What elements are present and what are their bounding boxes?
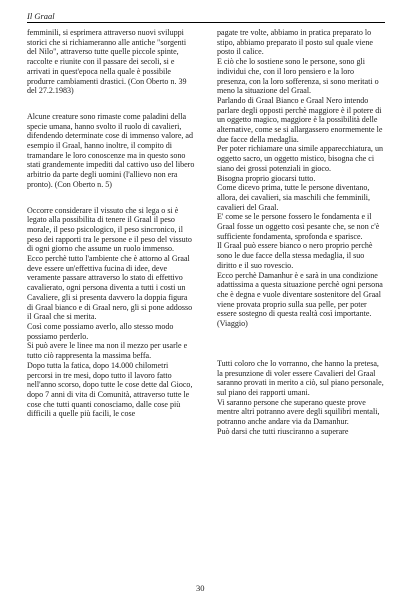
paragraph: Parlando di Graal Bianco e Graal Nero intendo parlare degli opposti perchè maggiore è il potere di un oggetto magico, maggiore è la possibilità delle alternative, come se si allargassero enormemente le due facce della medaglia. — [217, 95, 383, 144]
left-column — [27, 28, 195, 419]
paragraph: Vi saranno persone che superano queste prove mentre altri potranno avere degli squilibri mentali, potranno anche andare via da Damanhur. — [217, 397, 380, 427]
paragraph: pagate tre volte, abbiamo in pratica preparato lo stipo, abbiamo preparato il posto sul quale viene posto il calice. — [217, 28, 373, 57]
paragraph: Ecco perchè tutto l'ambiente che è attorno al Graal deve essere un'effettiva fucina di idee, deve veramente passare attraverso lo stato di effettivo cavalierato, ogni persona diventa a tutti i costi un Cavaliere, gli si presenta davvero la doppia figura di Graal bianco e di Graal nero, gli si pone addosso il Graal che si merita. — [27, 254, 193, 322]
paragraph: Per poter richiamare una simile apparecchiatura, un oggetto sacro, un oggetto mistico, bisogna che ci siano dei grossi potenziali in gioco. — [217, 144, 384, 173]
paragraph: Il Graal può essere bianco o nero proprio perchè sono le due facce della stessa medaglia, il suo diritto e il suo rovescio. — [217, 241, 373, 270]
paragraph: Così come possiamo averlo, allo stesso modo possiamo perderlo. — [27, 321, 174, 341]
paragraph: E' come se le persone fossero le fondamenta e il Graal fosse un oggetto così pesante che, se non c'è sufficiente fondamenta, sprofonda e sparisce. — [217, 212, 380, 241]
paragraph: Tutti coloro che lo vorranno, che hanno la pretesa, la presunzione di voler essere Cavalieri del Graal saranno provati in merito a ciò, sul piano personale, sul piano dei rapporti umani. — [217, 358, 384, 397]
page-number: 30 — [196, 583, 205, 593]
paragraph: Può darsi che tutti riusciranno a superare — [217, 426, 349, 436]
paragraph: Ecco perchè Damanhur è e sarà in una condizione adattissima a questa situazione perchè ogni persona che è degna e vuole diventare sostenitore del Graal viene provata proprio sulla sua pelle, per poter essere sostegno di questa realtà così importante. — [217, 270, 383, 319]
paragraph: E ciò che lo sostiene sono le persone, sono gli individui che, con il loro pensiero e la loro presenza, con la loro sofferenza, si sono meritati o meno la situazione del Graal. — [217, 57, 379, 96]
header-rule — [27, 22, 385, 23]
paragraph: Alcune creature sono rimaste come paladini della specie umana, hanno svolto il ruolo di cavalieri, difendendo determinate cose di immenso valore, ad esempio il Graal, hanno inoltre, il compito di tramandare le loro conoscenze ma in questo sono stati grandemente impediti dal cattivo uso del libero arbitrio da parte degli uomini (l'allievo non era pronto). (Con Oberto n. 5) — [27, 111, 195, 189]
paragraph: Si può avere le linee ma non il mezzo per usarle e tutto ciò rappresenta la massima beffa. — [27, 341, 188, 361]
paragraph: Dopo tutta la fatica, dopo 14.000 chilometri percorsi in tre mesi, dopo tutto il lavoro fatto nell'anno scorso, dopo tutte le cose dette dal Gioco, dopo 7 anni di vita di Comunità, attraverso tutte le cose che tutti quanti conosciamo, dalle cose più difficili a quelle più facili, le cose — [27, 360, 193, 419]
paragraph: Come dicevo prima, tutte le persone diventano, allora, dei cavalieri, sia maschili che femminili, cavalieri del Graal. — [217, 183, 371, 212]
paragraph: femminili, si esprimera attraverso nuovi sviluppi storici che si richiameranno alle antiche "sorgenti del Nilo", attraverso tutte quelle piccole spinte, raccolte e riunite con il passare dei secoli, si e arrivati in quest'epoca nella quale è possibile produrre cambiamenti drastici. (Con Oberto n. 39 del 27.2.1983) — [27, 28, 187, 96]
right-column — [217, 28, 385, 436]
paragraph: Occorre considerare il vissuto che si lega o si è legato alla possibilita di tenere il Graal il peso morale, il peso psicologico, il peso sincronico, il peso dei rapporti tra le persone e il peso del vissuto di ogni giorno che assume un ruolo immenso. — [27, 205, 192, 254]
running-title: Il Graal — [27, 11, 55, 21]
paragraph: Bisogna proprio giocarsi tutto. — [217, 173, 316, 183]
source-note: (Viaggio) — [217, 319, 248, 329]
